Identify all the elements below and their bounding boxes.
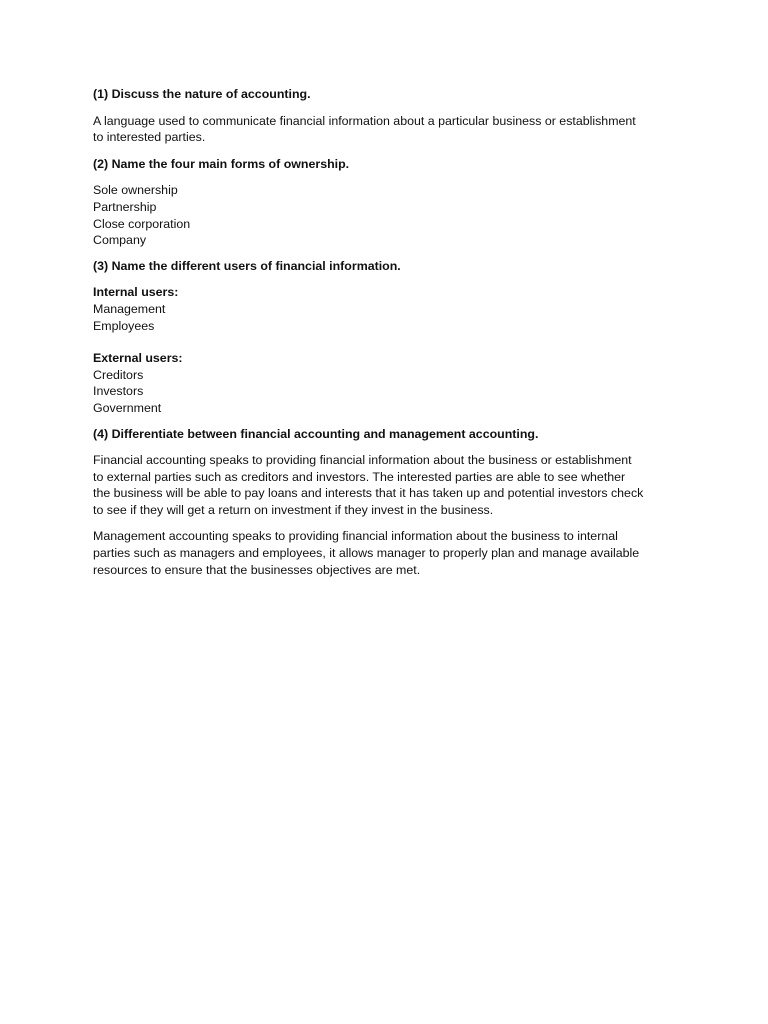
paragraph-line: Financial accounting speaks to providing financial information about the business or establishment	[93, 453, 632, 468]
list-item: Sole ownership	[93, 183, 178, 198]
question-2-heading: (2) Name the four main forms of ownership.	[93, 156, 350, 171]
document-page	[93, 86, 683, 588]
list-item: Creditors	[93, 367, 144, 382]
list-item: Government	[93, 400, 162, 415]
spacer	[93, 334, 683, 350]
paragraph-line: Management accounting speaks to providing financial information about the business to internal	[93, 529, 618, 544]
list-item: Close corporation	[93, 216, 191, 231]
list-item: Company	[93, 233, 147, 248]
answer-line: A language used to communicate financial information about a particular business or establishment	[93, 113, 636, 128]
management-accounting-paragraph	[93, 528, 683, 578]
list-item: Management	[93, 301, 166, 316]
paragraph-line: to external parties such as creditors and investors. The interested parties are able to see whether	[93, 469, 626, 484]
financial-accounting-paragraph	[93, 452, 683, 518]
internal-users-heading: Internal users:	[93, 285, 179, 300]
list-item: Partnership	[93, 199, 157, 214]
question-4-heading: (4) Differentiate between financial accounting and management accounting.	[93, 426, 539, 441]
paragraph-line: to see if they will get a return on investment if they invest in the business.	[93, 502, 494, 517]
external-users-heading: External users:	[93, 351, 183, 366]
users-list	[93, 284, 683, 416]
list-item: Investors	[93, 384, 144, 399]
question-1-heading: (1) Discuss the nature of accounting.	[93, 87, 311, 101]
paragraph-line: parties such as managers and employees, it allows manager to properly plan and manage available	[93, 546, 640, 561]
question-1-answer	[93, 113, 683, 146]
list-item: Employees	[93, 318, 155, 333]
paragraph-line: the business will be able to pay loans and interests that it has taken up and potential investors check	[93, 486, 644, 501]
question-3-heading: (3) Name the different users of financial information.	[93, 258, 401, 273]
paragraph-line: resources to ensure that the businesses objectives are met.	[93, 562, 421, 577]
answer-line: to interested parties.	[93, 130, 206, 145]
ownership-forms-list	[93, 182, 683, 248]
